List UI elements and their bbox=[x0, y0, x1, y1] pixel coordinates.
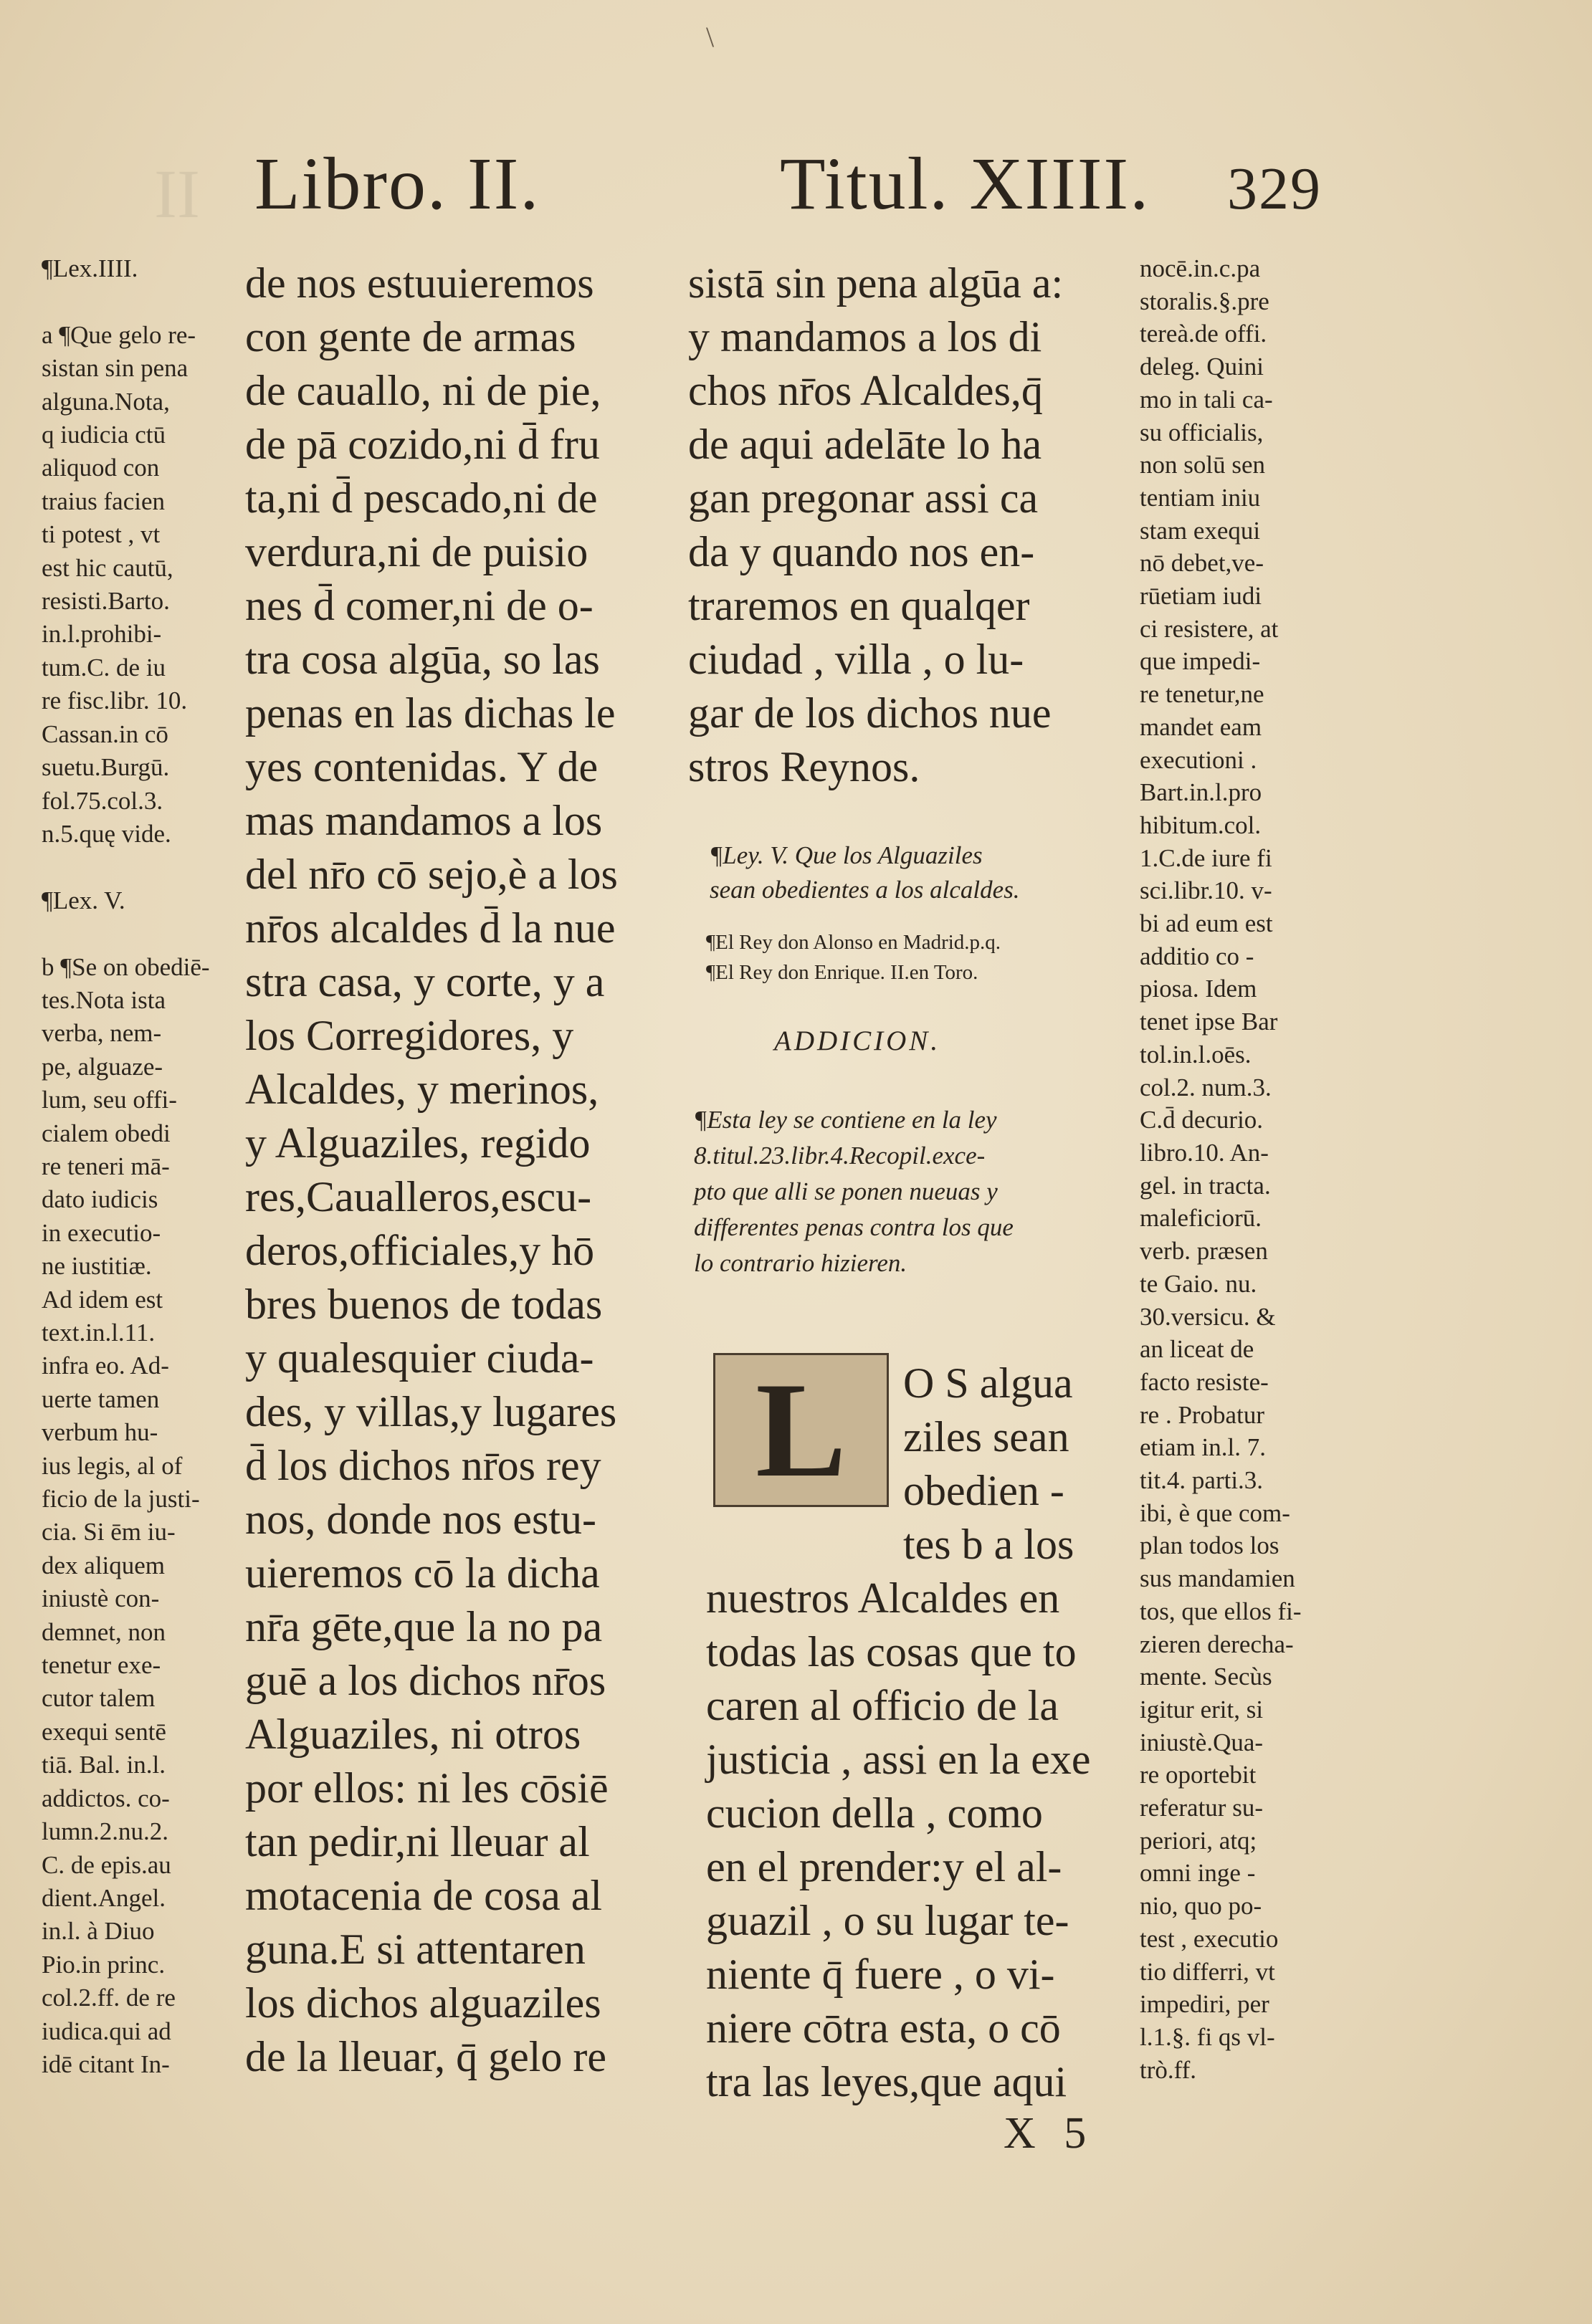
gloss-line: iudica.qui ad bbox=[42, 2017, 171, 2045]
addicion-heading: ADDICION. bbox=[774, 1025, 941, 1056]
gloss-line: etiam in.l. 7. bbox=[1140, 1433, 1266, 1462]
gloss-line: uerte tamen bbox=[42, 1385, 160, 1413]
gloss-line: fol.75.col.3. bbox=[42, 786, 163, 815]
gloss-line: n.5.quę vide. bbox=[42, 819, 171, 848]
gloss-line: dient.Angel. bbox=[42, 1883, 166, 1912]
title-line: ¶Ley. V. Que los Alguaziles bbox=[710, 841, 983, 869]
source-line: ¶El Rey don Alonso en Madrid.p.q. bbox=[706, 931, 1001, 954]
gloss-line: tentiam iniu bbox=[1140, 483, 1261, 512]
law-sources bbox=[706, 927, 1107, 988]
text-line: mas mandamos a los bbox=[245, 797, 603, 844]
addicion-line: 8.titul.23.libr.4.Recopil.exce- bbox=[694, 1142, 986, 1170]
gloss-line: sistan sin pena bbox=[42, 354, 189, 383]
text-line: justicia , assi en la exe bbox=[706, 1736, 1091, 1783]
addicion-line: differentes penas contra los que bbox=[694, 1213, 1014, 1241]
gloss-line: Pio.in princ. bbox=[42, 1950, 166, 1979]
gloss-line: ti potest , vt bbox=[42, 520, 161, 549]
gloss-line: rūetiam iudi bbox=[1140, 582, 1262, 611]
gloss-line: aliquod con bbox=[42, 454, 160, 482]
gloss-line: ci resistere, at bbox=[1140, 614, 1279, 643]
gloss-line: tenetur exe- bbox=[42, 1651, 161, 1680]
addicion-text bbox=[694, 1102, 1124, 1281]
text-line: verdura,ni de puisio bbox=[245, 528, 588, 575]
show-through-mark: II bbox=[154, 156, 200, 232]
text-line: ziles sean bbox=[903, 1413, 1069, 1460]
text-line: niere cōtra esta, o cō bbox=[706, 2004, 1061, 2052]
gloss-line: storalis.§.pre bbox=[1140, 287, 1269, 315]
initial-letter: L bbox=[756, 1354, 847, 1506]
gloss-line: cutor talem bbox=[42, 1684, 156, 1713]
addicion-line: lo contrario hizieren. bbox=[694, 1249, 907, 1277]
text-line: en el prender:y el al- bbox=[706, 1843, 1062, 1890]
text-line: stros Reynos. bbox=[688, 743, 920, 790]
gloss-line: dex aliquem bbox=[42, 1551, 166, 1579]
text-line: gar de los dichos nue bbox=[688, 689, 1052, 737]
gloss-line: re fisc.libr. 10. bbox=[42, 687, 188, 715]
gloss-line: maleficiorū. bbox=[1140, 1204, 1262, 1233]
gloss-line: gel. in tracta. bbox=[1140, 1171, 1271, 1200]
gloss-line: in.l. à Diuo bbox=[42, 1917, 155, 1946]
left-margin-gloss bbox=[42, 252, 235, 2081]
gloss-line: impediri, per bbox=[1140, 1990, 1269, 2019]
text-line: des, y villas,y lugares bbox=[245, 1388, 617, 1435]
gloss-line bbox=[42, 285, 235, 318]
gloss-line: periori, atq; bbox=[1140, 1826, 1257, 1855]
text-line: los dichos alguaziles bbox=[245, 1979, 601, 2027]
text-line: con gente de armas bbox=[245, 313, 576, 360]
text-line: nes d̄ comer,ni de o- bbox=[245, 582, 594, 629]
text-line: gan pregonar assi ca bbox=[688, 474, 1039, 522]
text-line: bres buenos de todas bbox=[245, 1281, 603, 1328]
gloss-line: tol.in.l.oēs. bbox=[1140, 1040, 1252, 1068]
text-line: nr̄a gēte,que la no pa bbox=[245, 1603, 603, 1650]
gloss-line: in executio- bbox=[42, 1218, 161, 1247]
gloss-line: nocē.in.c.pa bbox=[1140, 254, 1261, 282]
gloss-line: pe, alguaze- bbox=[42, 1052, 163, 1081]
text-line: res,Caualleros,escu- bbox=[245, 1173, 592, 1220]
text-line: Alguaziles, ni otros bbox=[245, 1711, 581, 1758]
gloss-line: re oportebit bbox=[1140, 1761, 1257, 1789]
text-line: cucion della , como bbox=[706, 1789, 1043, 1837]
text-line: penas en las dichas le bbox=[245, 689, 616, 737]
gloss-line: re tenetur,ne bbox=[1140, 680, 1264, 709]
gloss-line: ficio de la justi- bbox=[42, 1485, 200, 1514]
gloss-line: non solū sen bbox=[1140, 451, 1265, 479]
gloss-line: lumn.2.nu.2. bbox=[42, 1817, 168, 1846]
gloss-line: test , executio bbox=[1140, 1924, 1279, 1953]
gloss-line: mandet eam bbox=[1140, 712, 1262, 741]
text-line: nr̄os alcaldes d̄ la nue bbox=[245, 904, 616, 952]
text-line: por ellos: ni les cōsiē bbox=[245, 1764, 609, 1812]
text-line: Alcaldes, y merinos, bbox=[245, 1066, 599, 1113]
law-body-beside-initial bbox=[903, 1357, 1140, 1572]
gloss-line: ¶Lex.IIII. bbox=[42, 254, 138, 282]
gloss-line: col.2.ff. de re bbox=[42, 1984, 176, 2012]
text-line: tes b a los bbox=[903, 1521, 1074, 1568]
gloss-line: q iudicia ctū bbox=[42, 421, 166, 449]
text-line: deros,officiales,y hō bbox=[245, 1227, 595, 1274]
gloss-line: igitur erit, si bbox=[1140, 1695, 1264, 1723]
gloss-line: col.2. num.3. bbox=[1140, 1073, 1272, 1101]
text-line: del nr̄o cō sejo,è a los bbox=[245, 851, 618, 898]
gloss-line: b ¶Se on obediē- bbox=[42, 952, 210, 981]
gloss-line: tenet ipse Bar bbox=[1140, 1008, 1278, 1036]
gloss-line: nio, quo po- bbox=[1140, 1892, 1262, 1921]
gloss-line: tereà.de offi. bbox=[1140, 320, 1267, 348]
text-line: obedien - bbox=[903, 1467, 1064, 1514]
gloss-line: te Gaio. nu. bbox=[1140, 1269, 1257, 1298]
text-line: guē a los dichos nr̄os bbox=[245, 1657, 606, 1704]
gloss-line: que impedi- bbox=[1140, 647, 1261, 676]
page-number: 329 bbox=[1227, 156, 1322, 222]
gloss-line: ne iustitiæ. bbox=[42, 1252, 152, 1281]
gloss-line: piosa. Idem bbox=[1140, 975, 1257, 1003]
gloss-line: demnet, non bbox=[42, 1617, 166, 1646]
gloss-line: stam exequi bbox=[1140, 516, 1261, 545]
gloss-line: Cassan.in cō bbox=[42, 719, 168, 748]
text-line: d̄ los dichos nr̄os rey bbox=[245, 1442, 601, 1489]
gloss-line: hibitum.col. bbox=[1140, 810, 1262, 839]
gloss-line: ¶Lex. V. bbox=[42, 886, 125, 914]
text-line: uieremos cō la dicha bbox=[245, 1549, 600, 1597]
text-line: stra casa, y corte, y a bbox=[245, 958, 605, 1005]
gloss-line: exequi sentē bbox=[42, 1717, 166, 1746]
gloss-line: additio co - bbox=[1140, 942, 1254, 970]
gloss-line: addictos. co- bbox=[42, 1784, 170, 1812]
gloss-line: text.in.l.11. bbox=[42, 1319, 156, 1347]
gloss-line: re teneri mā- bbox=[42, 1152, 170, 1180]
gloss-line: deleg. Quini bbox=[1140, 353, 1264, 381]
gloss-line: facto resiste- bbox=[1140, 1367, 1269, 1396]
gloss-line: traius facien bbox=[42, 487, 165, 515]
gloss-line: lum, seu offi- bbox=[42, 1086, 177, 1114]
gloss-line: zieren derecha- bbox=[1140, 1630, 1294, 1658]
text-line: guazil , o su lugar te- bbox=[706, 1897, 1069, 1944]
text-line: tan pedir,ni lleuar al bbox=[245, 1818, 590, 1865]
text-line: tra cosa algūa, so las bbox=[245, 636, 600, 683]
decorated-initial bbox=[713, 1353, 889, 1507]
text-line: motacenia de cosa al bbox=[245, 1872, 603, 1919]
law-body bbox=[706, 1572, 1122, 2109]
gloss-line: tes.Nota ista bbox=[42, 985, 166, 1014]
gloss-line: plan todos los bbox=[1140, 1531, 1279, 1560]
running-head-book: Libro. II. bbox=[254, 143, 540, 225]
gloss-line: tiā. Bal. in.l. bbox=[42, 1751, 166, 1779]
gloss-line: mo in tali ca- bbox=[1140, 385, 1273, 413]
gloss-line: cia. Si ēm iu- bbox=[42, 1518, 176, 1546]
text-line: traremos en qualqer bbox=[688, 582, 1030, 629]
text-line: O S algua bbox=[903, 1359, 1073, 1407]
signature-mark: X 5 bbox=[1004, 2109, 1095, 2158]
gloss-line: dato iudicis bbox=[42, 1185, 158, 1214]
text-line: los Corregidores, y bbox=[245, 1012, 574, 1059]
gloss-line: tos, que ellos fi- bbox=[1140, 1597, 1302, 1625]
main-column-left bbox=[245, 257, 647, 2084]
text-line: todas las cosas que to bbox=[706, 1628, 1077, 1675]
gloss-line: tit.4. parti.3. bbox=[1140, 1466, 1264, 1495]
gloss-line: referatur su- bbox=[1140, 1794, 1263, 1822]
text-line: ta,ni d̄ pescado,ni de bbox=[245, 474, 598, 522]
gloss-line: omni inge - bbox=[1140, 1859, 1256, 1888]
gloss-line: suetu.Burgū. bbox=[42, 753, 170, 782]
text-line: de nos estuuieremos bbox=[245, 259, 594, 307]
gloss-line: idē citant In- bbox=[42, 2050, 170, 2078]
gloss-line: resisti.Barto. bbox=[42, 587, 170, 616]
text-line: yes contenidas. Y de bbox=[245, 743, 599, 790]
gloss-line: verba, nem- bbox=[42, 1019, 162, 1048]
gloss-line bbox=[42, 917, 235, 950]
law-title bbox=[710, 838, 1111, 907]
addicion-line: pto que alli se ponen nueuas y bbox=[694, 1177, 998, 1205]
text-line: niente q̄ fuere , o vi- bbox=[706, 1951, 1055, 1998]
gloss-line: iniustè con- bbox=[42, 1584, 160, 1613]
text-line: y qualesquier ciuda- bbox=[245, 1334, 594, 1382]
gloss-line: C.d̄ decurio. bbox=[1140, 1106, 1264, 1134]
gloss-line: trò.ff. bbox=[1140, 2055, 1197, 2084]
title-line: sean obedientes a los alcaldes. bbox=[710, 876, 1020, 904]
gloss-line: ius legis, al of bbox=[42, 1451, 183, 1480]
main-column-right-top bbox=[688, 257, 1118, 794]
gloss-line: executioni . bbox=[1140, 745, 1257, 774]
gloss-line: tum.C. de iu bbox=[42, 653, 166, 682]
gloss-line: ibi, è que com- bbox=[1140, 1498, 1290, 1527]
gloss-line: verb. præsen bbox=[1140, 1237, 1268, 1266]
gloss-line: sci.libr.10. v- bbox=[1140, 876, 1272, 905]
text-line: caren al officio de la bbox=[706, 1682, 1059, 1729]
running-head-title: Titul. XIIII. bbox=[780, 143, 1150, 225]
gloss-line: bi ad eum est bbox=[1140, 909, 1273, 938]
gloss-line: Bart.in.l.pro bbox=[1140, 778, 1262, 807]
gloss-line: cialem obedi bbox=[42, 1119, 171, 1147]
gloss-line: an liceat de bbox=[1140, 1335, 1254, 1364]
gloss-line: su officialis, bbox=[1140, 418, 1264, 446]
gloss-line: sus mandamien bbox=[1140, 1564, 1295, 1593]
text-line: sistā sin pena algūa a: bbox=[688, 259, 1064, 307]
addicion-line: ¶Esta ley se contiene en la ley bbox=[694, 1106, 997, 1134]
gloss-line: a ¶Que gelo re- bbox=[42, 320, 196, 349]
gloss-line: iniustè.Qua- bbox=[1140, 1728, 1264, 1756]
gloss-line: 1.C.de iure fi bbox=[1140, 843, 1272, 872]
gloss-line: nō debet,ve- bbox=[1140, 549, 1264, 578]
gloss-line: alguna.Nota, bbox=[42, 387, 170, 416]
gloss-line: tio differri, vt bbox=[1140, 1957, 1275, 1986]
text-line: de la lleuar, q̄ gelo re bbox=[245, 2033, 607, 2080]
gloss-line: Ad idem est bbox=[42, 1285, 163, 1314]
gloss-line: mente. Secùs bbox=[1140, 1663, 1272, 1691]
right-margin-gloss bbox=[1140, 252, 1333, 2086]
gloss-line: l.1.§. fi qs vl- bbox=[1140, 2022, 1275, 2051]
text-line: ciudad , villa , o lu- bbox=[688, 636, 1024, 683]
gloss-line: verbum hu- bbox=[42, 1418, 158, 1447]
gloss-line: libro.10. An- bbox=[1140, 1138, 1269, 1167]
text-line: chos nr̄os Alcaldes,q̄ bbox=[688, 367, 1043, 414]
gloss-line: in.l.prohibi- bbox=[42, 620, 162, 649]
gloss-line bbox=[42, 851, 235, 884]
gloss-line: C. de epis.au bbox=[42, 1850, 171, 1879]
text-line: nos, donde nos estu- bbox=[245, 1496, 596, 1543]
margin-mark: \ bbox=[706, 21, 715, 53]
text-line: guna.E si attentaren bbox=[245, 1926, 586, 1973]
text-line: de aqui adelāte lo ha bbox=[688, 421, 1042, 468]
gloss-line: est hic cautū, bbox=[42, 553, 173, 582]
text-line: y mandamos a los di bbox=[688, 313, 1042, 360]
gloss-line: re . Probatur bbox=[1140, 1400, 1264, 1429]
text-line: de pā cozido,ni d̄ fru bbox=[245, 421, 600, 468]
text-line: da y quando nos en- bbox=[688, 528, 1035, 575]
text-line: tra las leyes,que aqui bbox=[706, 2058, 1067, 2105]
text-line: y Alguaziles, regido bbox=[245, 1119, 591, 1167]
text-line: de cauallo, ni de pie, bbox=[245, 367, 601, 414]
source-line: ¶El Rey don Enrique. II.en Toro. bbox=[706, 961, 978, 984]
gloss-line: infra eo. Ad- bbox=[42, 1352, 169, 1380]
gloss-line: 30.versicu. & bbox=[1140, 1302, 1276, 1331]
text-line: nuestros Alcaldes en bbox=[706, 1574, 1060, 1622]
